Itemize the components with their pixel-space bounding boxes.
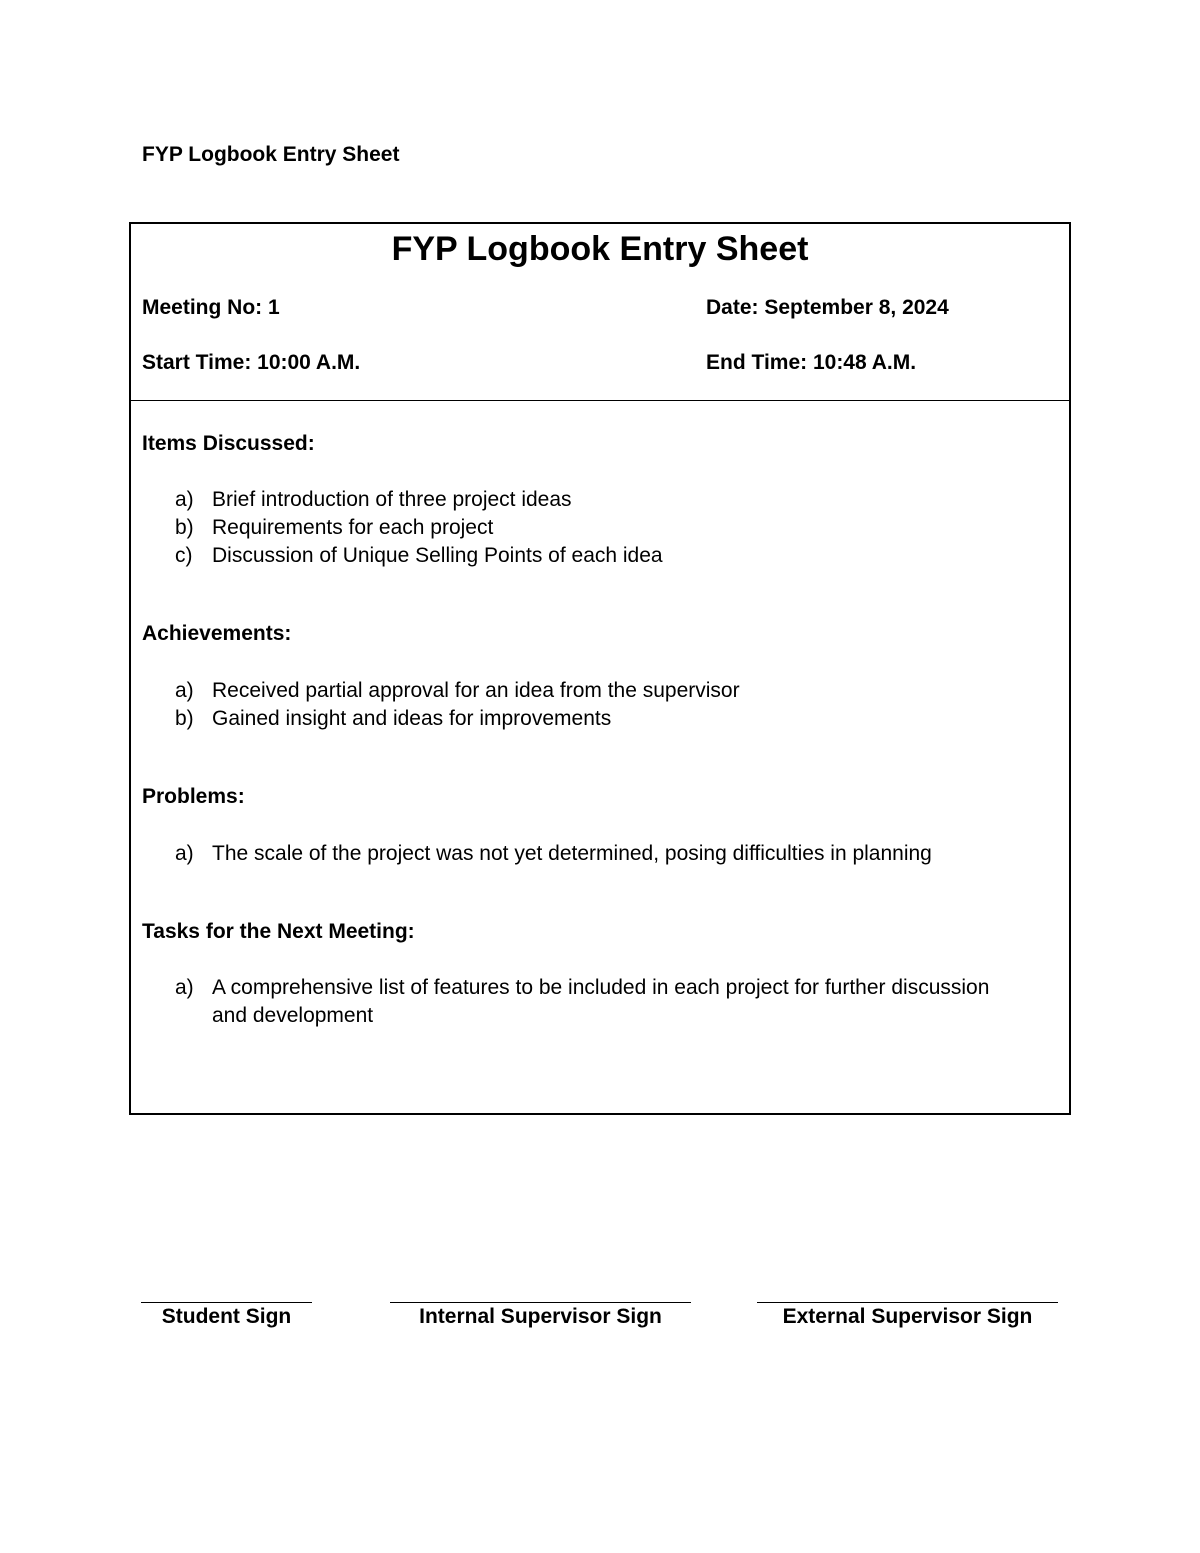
achievements-list — [175, 677, 1012, 733]
list-item-text: Gained insight and ideas for improvements — [212, 707, 612, 730]
header-divider — [131, 400, 1069, 401]
list-item-text: The scale of the project was not yet determined, posing difficulties in planning — [212, 842, 932, 865]
list-item — [175, 840, 1012, 868]
items-discussed-list — [175, 486, 1012, 570]
list-item — [175, 974, 1002, 1030]
list-item — [175, 705, 1012, 733]
student-sign-label: Student Sign — [161, 1305, 292, 1328]
meeting-number: Meeting No: 1 — [142, 296, 280, 319]
list-marker: a) — [175, 679, 194, 702]
list-marker: a) — [175, 842, 194, 865]
internal-supervisor-sign-label: Internal Supervisor Sign — [419, 1305, 662, 1328]
problems-heading: Problems: — [142, 785, 245, 808]
student-signature-line — [141, 1302, 312, 1329]
sheet-title: FYP Logbook Entry Sheet — [391, 230, 809, 268]
list-item — [175, 542, 1012, 570]
list-marker: c) — [175, 544, 193, 567]
end-time: End Time: 10:48 A.M. — [706, 351, 917, 374]
achievements-heading: Achievements: — [142, 622, 292, 645]
external-supervisor-sign-label: External Supervisor Sign — [782, 1305, 1033, 1328]
logbook-entry-box — [129, 222, 1071, 1115]
list-item-text: Brief introduction of three project ideas — [212, 488, 572, 511]
tasks-list — [175, 974, 1002, 1030]
problems-list — [175, 840, 1012, 868]
list-item-text: Discussion of Unique Selling Points of each idea — [212, 544, 663, 567]
list-marker: a) — [175, 976, 194, 999]
list-item-text: Requirements for each project — [212, 516, 494, 539]
tasks-heading: Tasks for the Next Meeting: — [142, 920, 415, 943]
list-item — [175, 677, 1012, 705]
list-item-text: Received partial approval for an idea from the supervisor — [212, 679, 740, 702]
list-marker: a) — [175, 488, 194, 511]
meeting-date: Date: September 8, 2024 — [706, 296, 949, 319]
external-supervisor-signature-line — [757, 1302, 1058, 1329]
page-header-title: FYP Logbook Entry Sheet — [142, 143, 400, 166]
start-time: Start Time: 10:00 A.M. — [142, 351, 361, 374]
internal-supervisor-signature-line — [390, 1302, 691, 1329]
list-item-text: A comprehensive list of features to be included in each project for further discussion and development — [212, 976, 990, 1027]
list-marker: b) — [175, 516, 194, 539]
list-item — [175, 514, 1012, 542]
list-marker: b) — [175, 707, 194, 730]
items-discussed-heading: Items Discussed: — [142, 432, 315, 455]
list-item — [175, 486, 1012, 514]
